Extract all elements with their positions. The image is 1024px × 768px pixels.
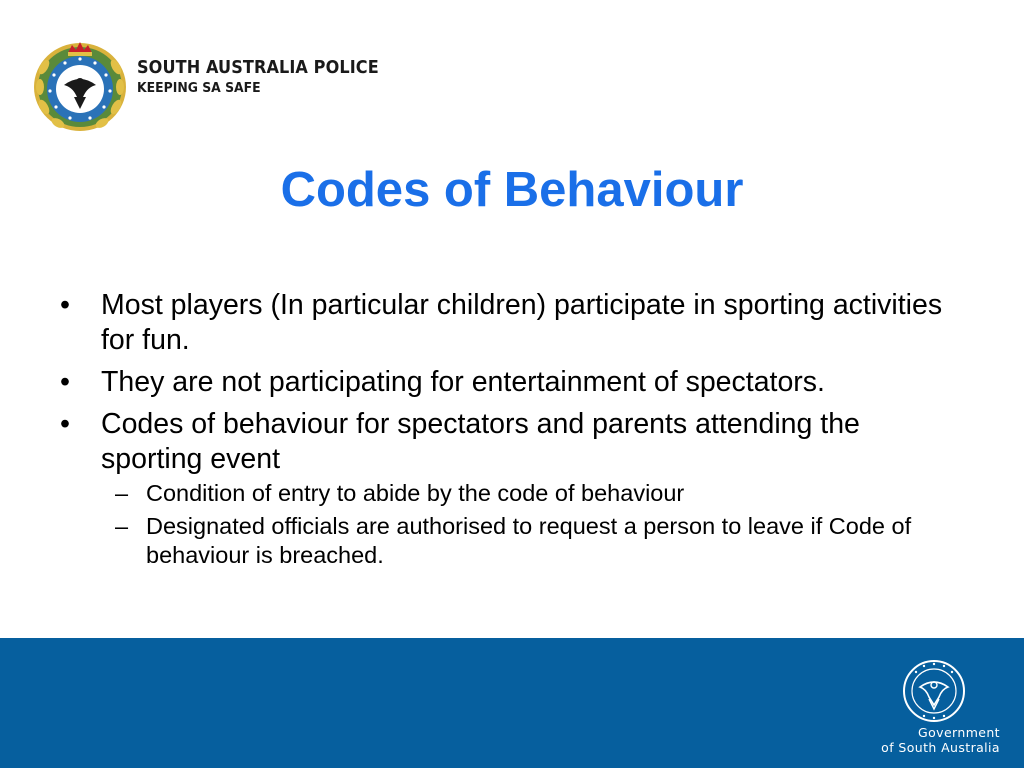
bullet-item [56,365,956,400]
bullet-item [56,288,956,358]
sub-bullet-list [101,479,956,570]
sub-bullet-marker: – [115,480,129,506]
sub-bullet-marker: – [115,513,129,539]
sub-bullet-item [101,479,956,508]
piping-shrike-emblem-icon [898,655,970,727]
sub-bullet-text: Condition of entry to abide by the code of behaviour [146,480,685,506]
sub-bullet-item [101,512,956,570]
bullet-item [56,407,956,570]
brand-title: SOUTH AUSTRALIA POLICE [137,58,379,78]
bullet-text: Most players (In particular children) participate in sporting activities for fun. [101,289,943,356]
bullet-marker: • [60,408,70,440]
slide-title: Codes of Behaviour [280,163,744,217]
bullet-list [56,288,956,577]
sub-bullet-text: Designated officials are authorised to request a person to leave if Code of behaviour is breached. [146,513,912,568]
gov-line-2: of South Australia [881,740,1000,755]
brand-text [137,60,400,95]
bullet-text: Codes of behaviour for spectators and parents attending the sporting event [101,408,860,475]
government-text [850,725,1000,755]
bullet-text: They are not participating for entertainment of spectators. [101,366,825,398]
sapol-badge-icon [30,37,130,133]
gov-line-1: Government [918,725,1000,740]
bullet-marker: • [60,366,70,398]
brand-tagline: KEEPING SA SAFE [137,79,261,96]
bullet-marker: • [60,289,70,321]
